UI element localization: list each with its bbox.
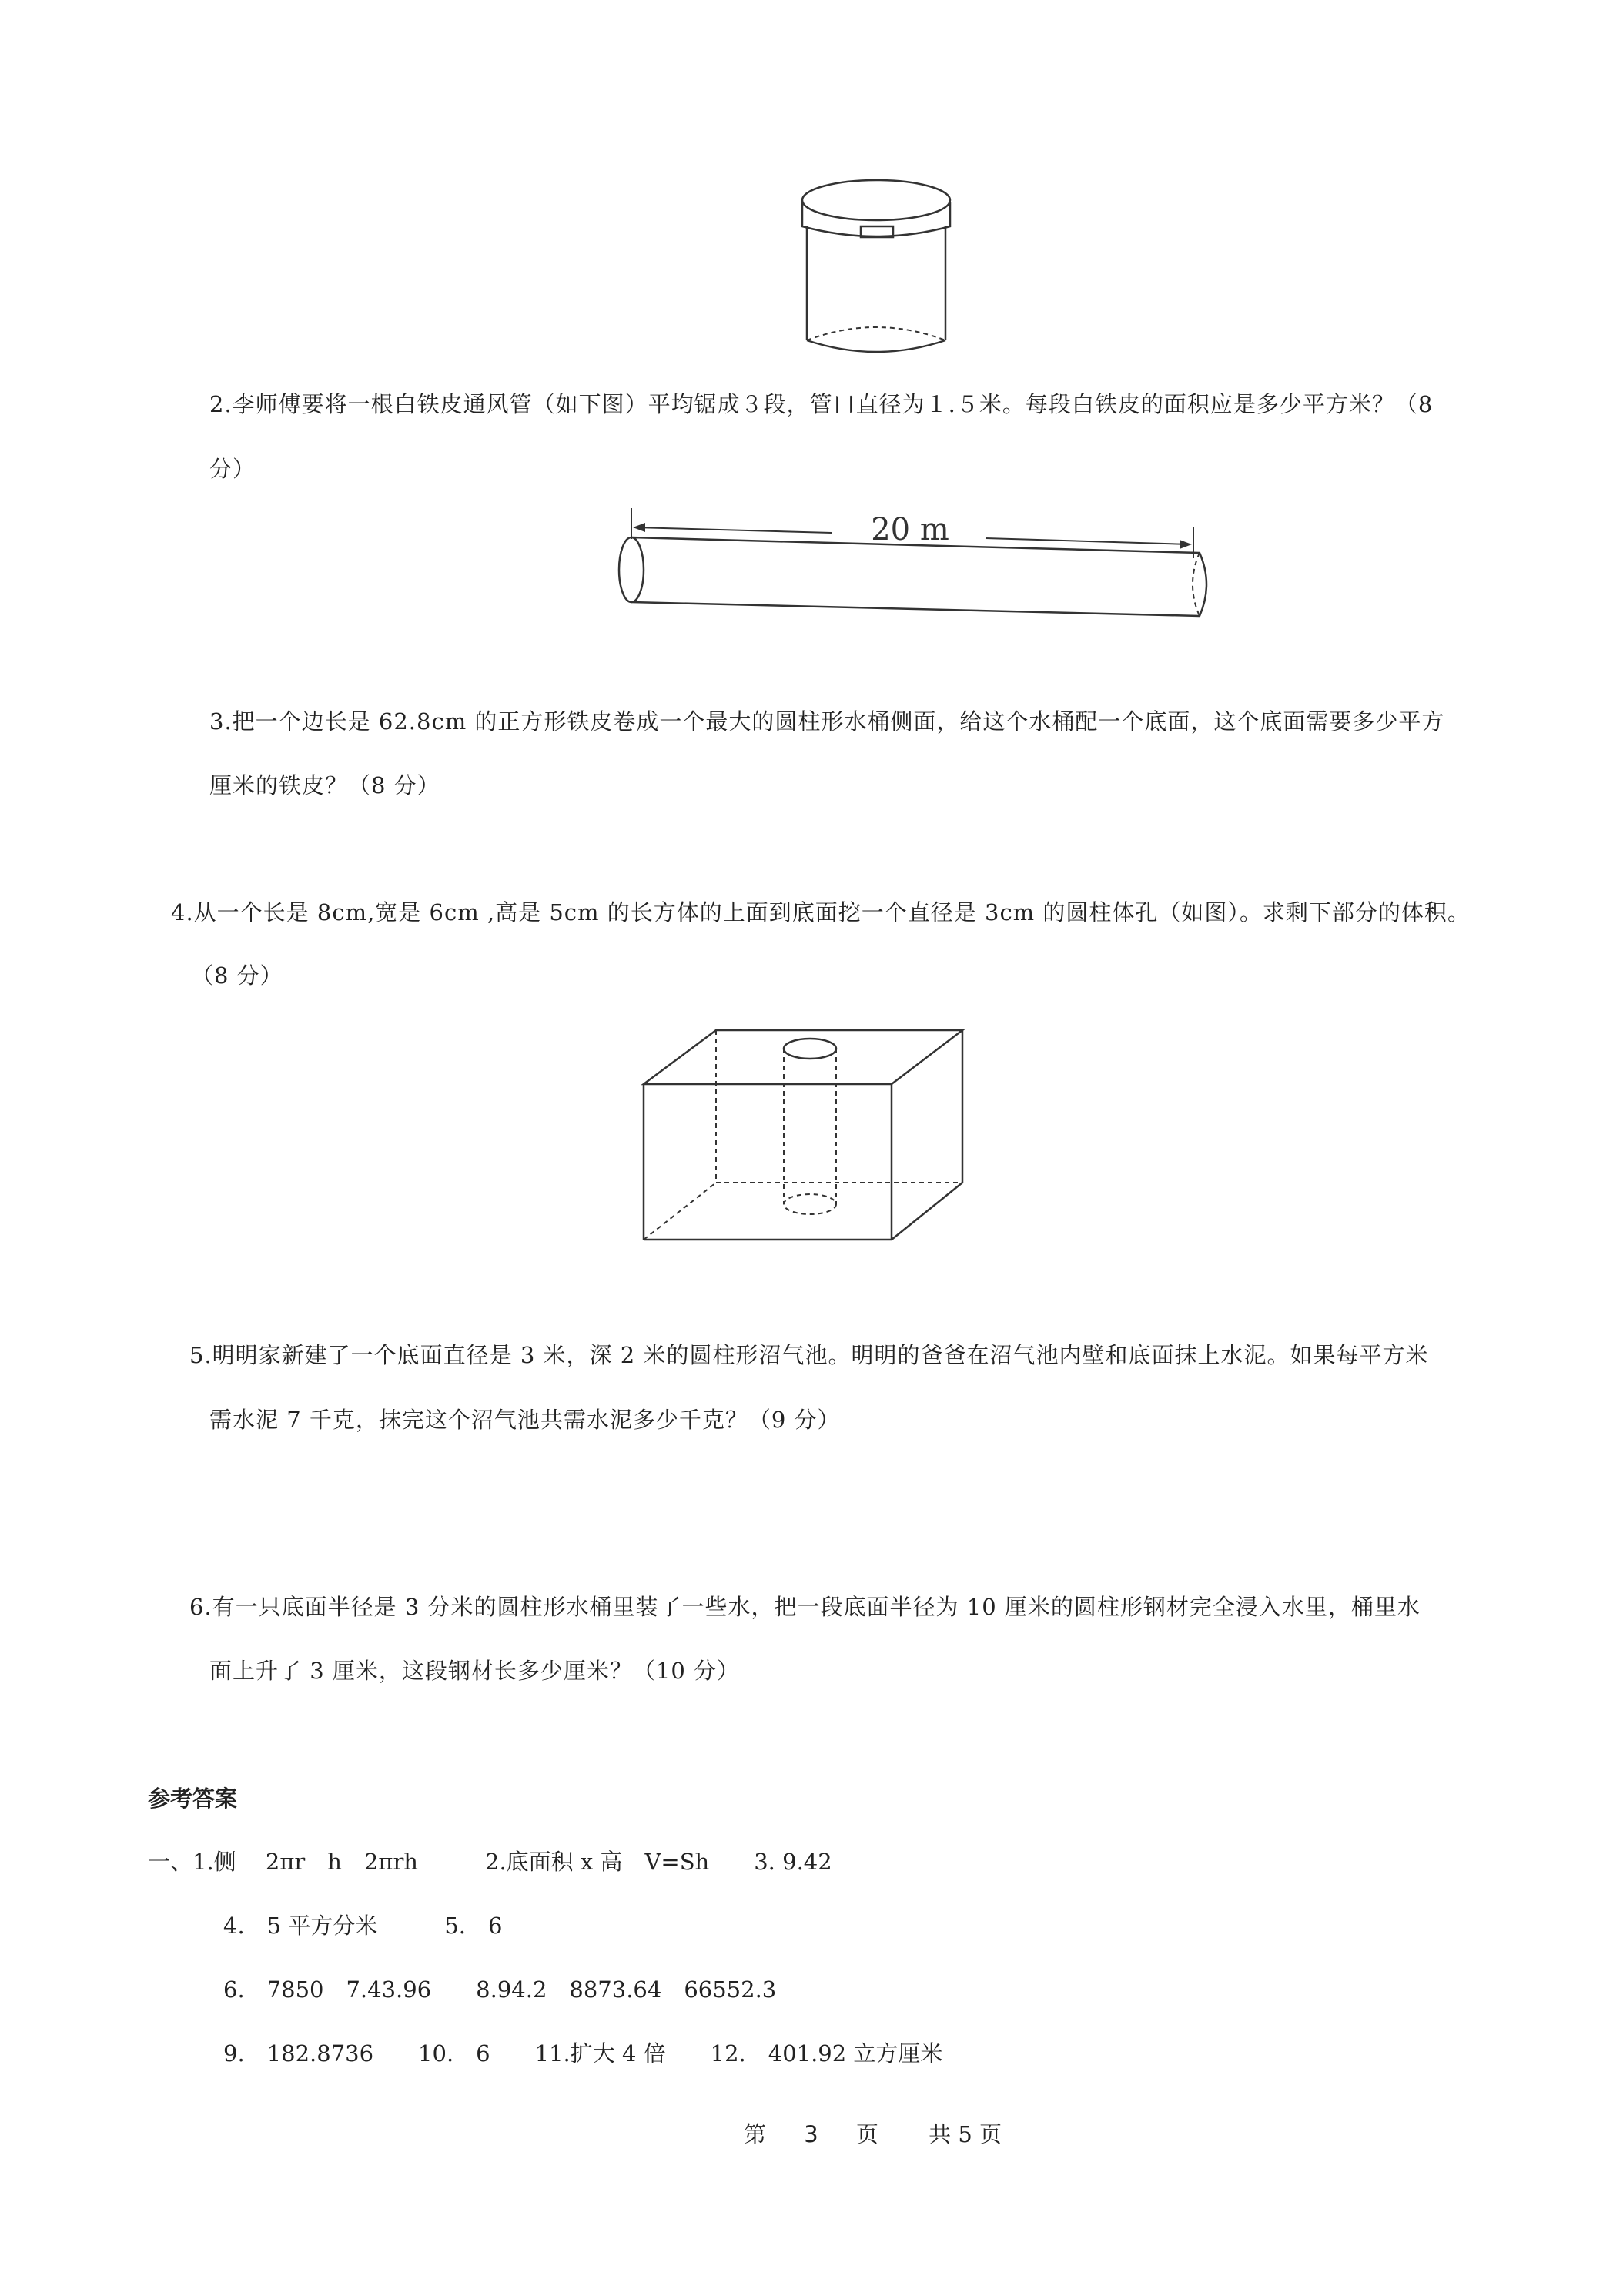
pipe-length-label: 20 m [871, 512, 949, 547]
page-footer [744, 2117, 1002, 2149]
question-3-line-1: 3.把一个边长是 62.8cm 的正方形铁皮卷成一个最大的圆柱形水桶侧面，给这个水桶配一个底面，这个底面需要多少平方 [209, 708, 1445, 735]
question-6-line-2: 面上升了 3 厘米，这段钢材长多少厘米？（10 分） [209, 1658, 741, 1684]
answers-heading: 参考答案 [148, 1786, 238, 1812]
cuboid-hole-figure [631, 1015, 970, 1246]
pipe-figure [608, 497, 1224, 620]
question-5-line-2: 需水泥 7 千克，抹完这个沼气池共需水泥多少千克？（9 分） [209, 1407, 841, 1433]
answers-row-4: 9. 182.8736 10. 6 11.扩大 4 倍 12. 401.92 立方厘米 [223, 2040, 943, 2067]
footer-page-label: 第 [744, 2121, 767, 2147]
footer-page-number: 3 [804, 2121, 818, 2147]
question-4-line-1: 4.从一个长是 8cm,宽是 6cm ,高是 5cm 的长方体的上面到底面挖一个直径是 3cm 的圆柱体孔（如图）。求剩下部分的体积。 [171, 899, 1471, 925]
question-6-line-1: 6.有一只底面半径是 3 分米的圆柱形水桶里装了一些水，把一段底面半径为 10 厘米的圆柱形钢材完全浸入水里，桶里水 [189, 1594, 1421, 1620]
question-3-line-2: 厘米的铁皮？（8 分） [209, 772, 440, 798]
answers-row-1: 一、1.侧 2πr h 2πrh 2.底面积 x 高 V=Sh 3. 9.42 [148, 1849, 832, 1875]
footer-page-unit: 页 [855, 2121, 878, 2147]
answers-row-3: 6. 7850 7.43.96 8.94.2 8873.64 66552.3 [223, 1976, 777, 2003]
question-4-line-2: （8 分） [191, 962, 283, 989]
footer-total-pages: 共 5 页 [929, 2121, 1002, 2147]
question-2-line-2: 分） [209, 456, 256, 482]
question-2-line-1: 2.李师傅要将一根白铁皮通风管（如下图）平均锯成３段，管口直径为１.５米。每段白铁皮的面积应是多少平方米？（8 [209, 391, 1434, 417]
bucket-figure [793, 171, 962, 363]
question-5-line-1: 5.明明家新建了一个底面直径是 3 米，深 2 米的圆柱形沼气池。明明的爸爸在沼气池内壁和底面抹上水泥。如果每平方米 [189, 1342, 1429, 1368]
answers-row-2: 4. 5 平方分米 5. 6 [223, 1913, 503, 1939]
